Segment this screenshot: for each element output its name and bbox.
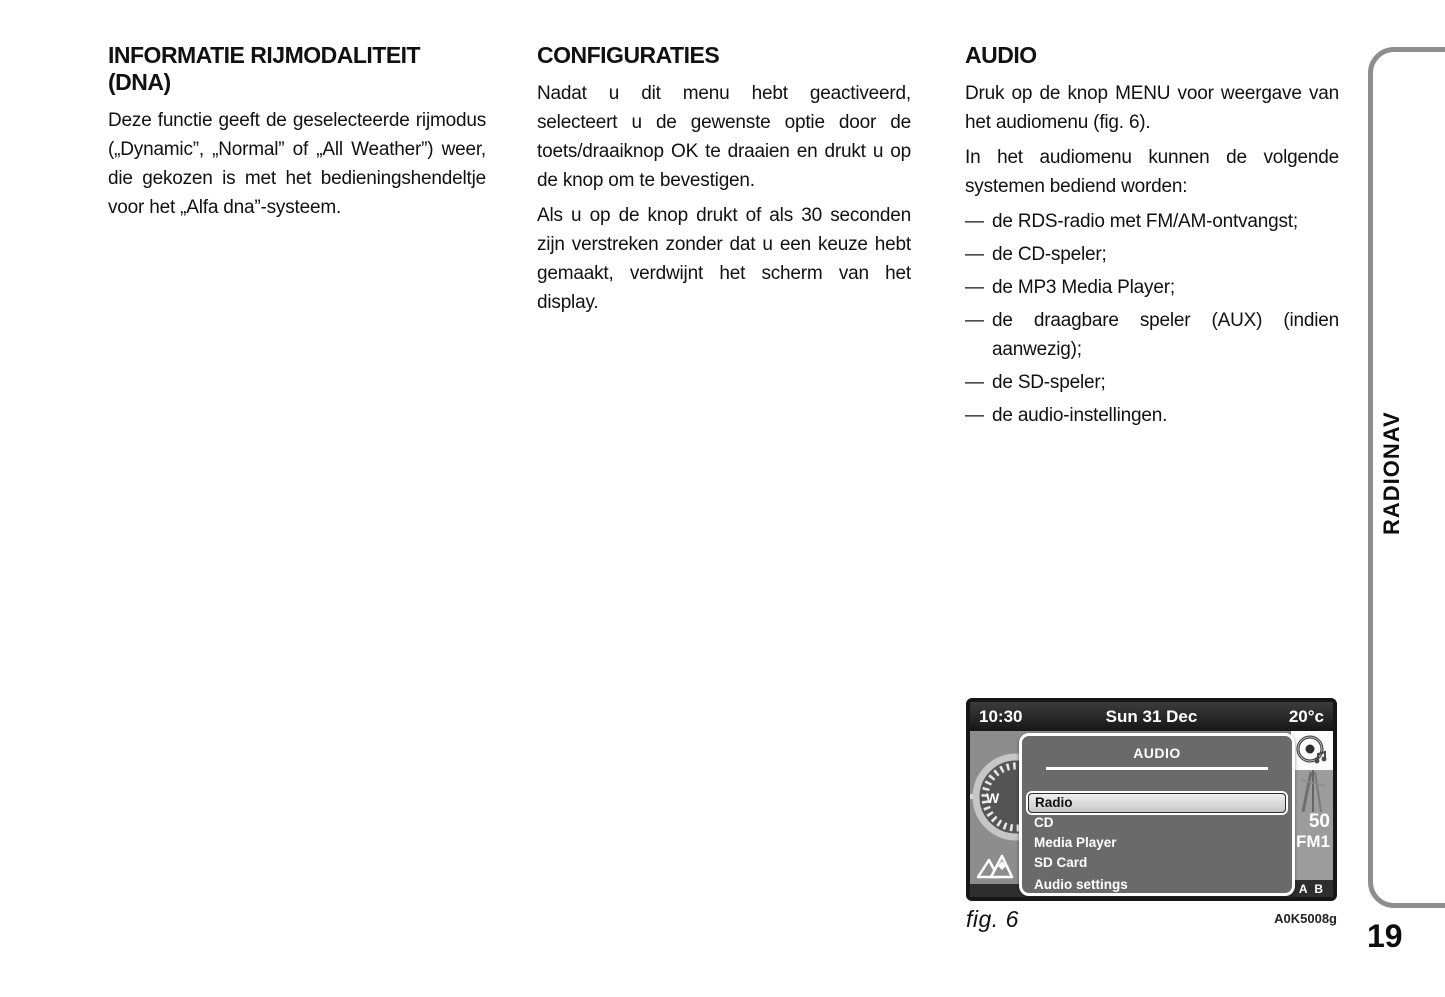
- display-screen: [970, 731, 1333, 897]
- menu-item-cd: CD: [1034, 815, 1054, 830]
- mountain-icon: [976, 852, 1014, 880]
- list-dash: —: [965, 211, 984, 232]
- audio-systems-list: [965, 207, 1339, 430]
- list-item: [965, 401, 1339, 430]
- page-number: 19: [1367, 918, 1403, 954]
- list-dash: —: [965, 405, 984, 426]
- popup-menu-list: [1022, 793, 1292, 895]
- figure-code: A0K5008g: [1274, 911, 1337, 926]
- figure-caption: fig. 6: [966, 906, 1019, 932]
- section-heading-dna: INFORMATIE RIJMODALITEIT (DNA): [108, 42, 421, 95]
- list-dash: —: [965, 372, 984, 393]
- cd-tile: [1291, 731, 1333, 770]
- clock-text: 10:30: [979, 706, 1023, 726]
- menu-item-radio-selected: Radio: [1028, 793, 1286, 813]
- figure-radionav-display: [966, 698, 1337, 933]
- list-item: [965, 207, 1339, 236]
- list-item-text: de RDS-radio met FM/AM-ontvangst;: [992, 211, 1298, 232]
- menu-item-sd-card: SD Card: [1034, 855, 1088, 870]
- list-dash: —: [965, 244, 984, 265]
- temperature-text: 20°c: [1288, 706, 1324, 726]
- section-heading-audio: AUDIO: [965, 42, 1037, 68]
- column-configuraties: [537, 42, 911, 323]
- paragraph: Als u op de knop drukt of als 30 seconden zijn verstreken zonder dat u een keuze hebt gemaakt, verdwijnt het scherm van het display.: [537, 205, 911, 313]
- popup-title: AUDIO: [1133, 745, 1181, 761]
- list-dash: —: [965, 277, 984, 298]
- menu-item-audio-settings: Audio settings: [1034, 877, 1128, 892]
- section-tab-label: RADIONAV: [1379, 411, 1404, 535]
- list-item-text: de CD-speler;: [992, 244, 1107, 265]
- svg-text:W: W: [986, 790, 1000, 806]
- paragraph: Druk op de knop MENU voor weergave van het audiomenu (fig. 6).: [965, 83, 1339, 133]
- list-item-text: de MP3 Media Player;: [992, 277, 1175, 298]
- frequency-value: 50: [1308, 811, 1330, 832]
- list-item: [965, 273, 1339, 302]
- list-item-text: de SD-speler;: [992, 372, 1106, 393]
- paragraph: Deze functie geeft de geselecteerde rijmodus („Dynamic”, „Normal” of „All Weather”) weer, die gekozen is met het bedieningshendeltje voor het „Alfa dna”-systeem.: [108, 110, 486, 218]
- tuner-readout: [1292, 812, 1330, 852]
- radio-display-screenshot: [966, 698, 1337, 901]
- menu-item-media-player: Media Player: [1034, 835, 1117, 850]
- list-dash: —: [965, 310, 984, 331]
- paragraph: In het audiomenu kunnen de volgende systemen bediend worden:: [965, 147, 1339, 197]
- date-text: Sun 31 Dec: [1105, 706, 1198, 726]
- display-right-panel: [1291, 731, 1333, 897]
- audio-menu-popup: [1019, 733, 1295, 896]
- list-item: [965, 240, 1339, 269]
- band-label: FM1: [1296, 832, 1330, 851]
- list-item-text: de draagbare speler (AUX) (indien aanwezig);: [992, 310, 1339, 360]
- antenna-icon: [1291, 770, 1333, 812]
- list-item-text: de audio-instellingen.: [992, 405, 1168, 426]
- list-item: [965, 368, 1339, 397]
- paragraph: Nadat u dit menu hebt geactiveerd, selecteert u de gewenste optie door de toets/draaiknop OK te draaien en drukt u op de knop om te bevestigen.: [537, 83, 911, 191]
- section-heading-configuraties: CONFIGURATIES: [537, 42, 720, 68]
- cd-music-icon: [1294, 734, 1330, 768]
- display-status-bar: [970, 702, 1333, 731]
- figure-caption-row: [966, 906, 1337, 933]
- list-item: [965, 306, 1339, 364]
- preset-bar: [1291, 880, 1333, 897]
- preset-letters: A B: [1298, 881, 1326, 896]
- popup-title-rule: [1046, 767, 1268, 770]
- column-audio: [965, 42, 1339, 434]
- column-dna-info: [108, 42, 486, 228]
